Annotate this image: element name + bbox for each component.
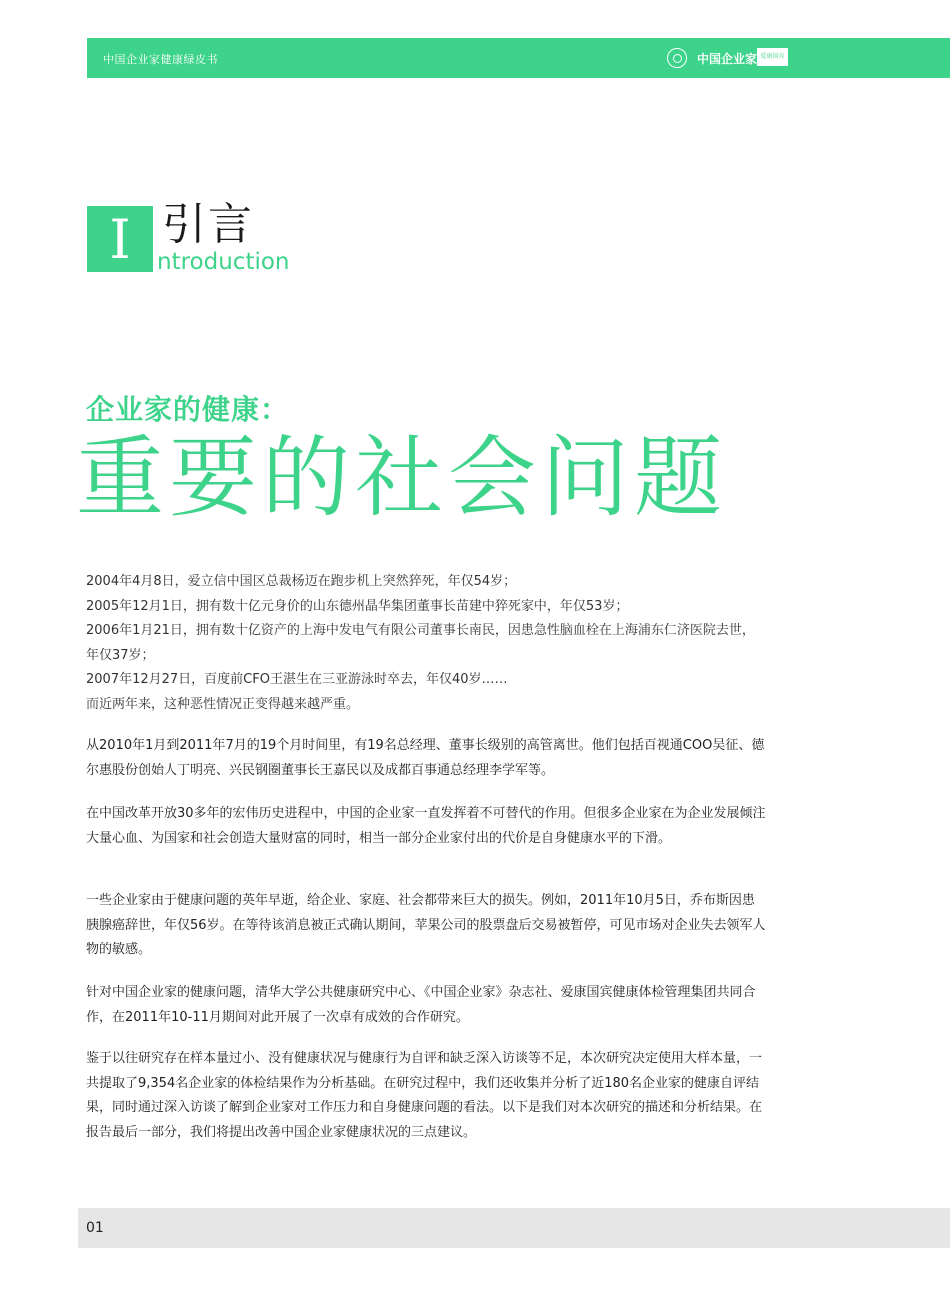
- footer-bar: [78, 1208, 950, 1248]
- intro-line: 2004年4月8日，爱立信中国区总裁杨迈在跑步机上突然猝死，年仅54岁；: [86, 574, 517, 589]
- headline: 重要的社会问题: [76, 426, 728, 529]
- section-letter-block: [87, 206, 153, 272]
- paragraph: 针对中国企业家的健康问题，清华大学公共健康研究中心、《中国企业家》杂志社、爱康国宾健康体检管理集团共同合作，在2011年10-11月期间对此开展了一次卓有成效的合作研究。: [86, 985, 756, 1025]
- partner-badge: 爱康国宾: [757, 48, 788, 66]
- paragraph: 鉴于以往研究存在样本量过小、没有健康状况与健康行为自评和缺乏深入访谈等不足，本次研究决定使用大样本量，一共提取了9,354名企业家的体检结果作为分析基础。在研究过程中，我们还收集并分析了近180名企业家的健康自评结果，同时通过深入访谈了解到企业家对工作压力和自身健康问题的看法。以下是我们对本次研究的描述和分析结果。在报告最后一部分，我们将提出改善中国企业家健康状况的三点建议。: [86, 1051, 763, 1140]
- emblem-icon: [667, 48, 687, 68]
- header-bar: [87, 38, 950, 78]
- page-number: 01: [86, 1220, 104, 1236]
- paragraph: 在中国改革开放30多年的宏伟历史进程中，中国的企业家一直发挥着不可替代的作用。但很多企业家在为企业发展倾注大量心血、为国家和社会创造大量财富的同时，相当一部分企业家付出的代价是自身健康水平的下滑。: [86, 806, 766, 846]
- section-title-cn: 引言: [162, 199, 254, 250]
- header-brand-logo: 中国企业家: [697, 52, 758, 66]
- intro-line: 2006年1月21日，拥有数十亿资产的上海中发电气有限公司董事长南民，因患急性脑血栓在上海浦东仁济医院去世，年仅37岁；: [86, 623, 755, 663]
- subtitle: 企业家的健康：: [86, 393, 290, 426]
- intro-list: [86, 570, 766, 717]
- section-letter: I: [109, 208, 131, 271]
- header-title: 中国企业家健康绿皮书: [103, 53, 218, 66]
- intro-line: 而近两年来，这种恶性情况正变得越来越严重。: [86, 696, 360, 712]
- section-title-en: ntroduction: [157, 249, 290, 275]
- paragraph: 从2010年1月到2011年7月的19个月时间里，有19名总经理、董事长级别的高管离世。他们包括百视通COO吴征、德尔惠股份创始人丁明亮、兴民钢圈董事长王嘉民以及成都百事通总经理李学军等。: [86, 738, 765, 778]
- intro-line: 2005年12月1日，拥有数十亿元身价的山东德州晶华集团董事长苗建中猝死家中，年仅53岁；: [86, 598, 629, 614]
- paragraph: 一些企业家由于健康问题的英年早逝，给企业、家庭、社会都带来巨大的损失。例如，2011年10月5日，乔布斯因患胰腺癌辞世，年仅56岁。在等待该消息被正式确认期间，苹果公司的股票盘后交易被暂停，可见市场对企业失去领军人物的敏感。: [86, 893, 766, 957]
- intro-line: 2007年12月27日，百度前CFO王湛生在三亚游泳时卒去，年仅40岁……: [86, 672, 508, 687]
